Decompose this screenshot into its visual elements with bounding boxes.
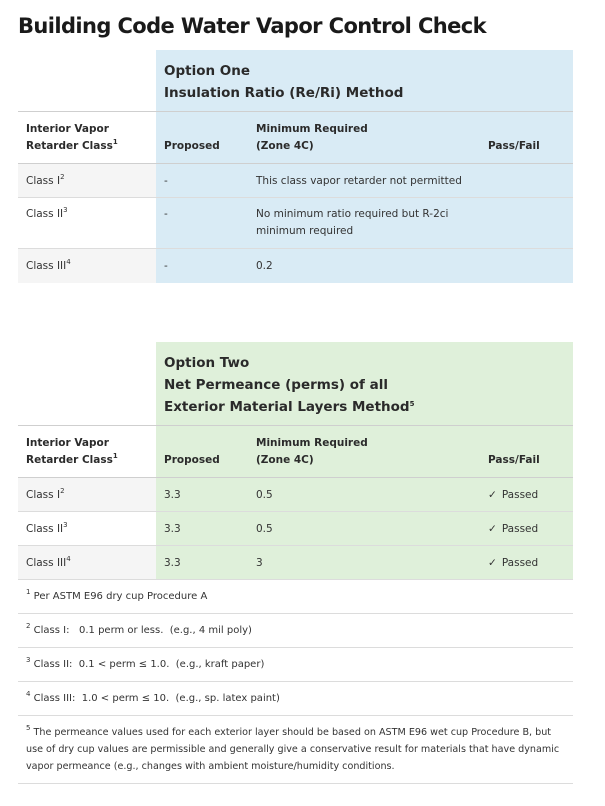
- footnote-ref: 1: [112, 138, 118, 146]
- table-row: [18, 198, 573, 249]
- row-class-label: Class $I^2$: [26, 173, 65, 187]
- option-one-heading: [156, 50, 573, 111]
- row-class-label: Class $I^2$: [26, 487, 65, 501]
- row-proposed: -: [164, 175, 168, 187]
- option-one-header-row: [18, 50, 573, 112]
- footnote-1: $^1$ Per ASTM E96 dry cup Procedure A: [18, 580, 573, 614]
- row-minimum: 0.5: [256, 523, 273, 535]
- column-header-minimum: Minimum Required (Zone 4C): [256, 437, 368, 466]
- option-one-table: [18, 50, 573, 283]
- column-header-passfail: Pass/Fail: [488, 140, 540, 152]
- table-row: [18, 512, 573, 546]
- check-icon: ✓: [488, 557, 497, 569]
- column-header-minimum: Minimum Required (Zone 4C): [256, 123, 368, 152]
- row-class-label: Class III$^4$: [26, 258, 71, 272]
- row-proposed: 3.3: [164, 557, 181, 569]
- row-minimum: 3: [256, 557, 263, 569]
- footnote-5: $^5$ The permeance values used for each exterior layer should be based on ASTM E96 wet cup Procedure B, but use of dry cup values are permissible and generally give a conservative result for materials that have dynamic vapor permeance (e.g., changes with ambient moisture/humidity conditions.: [18, 716, 573, 784]
- row-class-label: Class $II^3$: [26, 521, 68, 535]
- row-minimum: 0.5: [256, 489, 273, 501]
- column-header-class: Interior Vapor Retarder Class$^1$: [26, 123, 118, 152]
- row-result: ✓ Passed: [488, 487, 568, 504]
- row-class-label: Class $II^3$: [26, 206, 68, 220]
- row-proposed: -: [164, 208, 168, 220]
- option-one-column-header-row: [18, 112, 573, 164]
- table-row: [18, 249, 573, 283]
- row-minimum: 0.2: [256, 260, 273, 272]
- option-two-title: Option Two: [164, 355, 250, 371]
- option-two-table: [18, 342, 573, 580]
- table-row: [18, 164, 573, 198]
- table-row: [18, 478, 573, 512]
- table-row: [18, 546, 573, 580]
- option-two-header-row: [18, 342, 573, 426]
- column-header-proposed: Proposed: [164, 454, 220, 466]
- row-minimum: No minimum ratio required but R-2ci minimum required: [256, 208, 449, 237]
- page-title: Building Code Water Vapor Control Check: [18, 14, 486, 38]
- option-two-subtitle-2: Exterior Material Layers Method$^5$: [164, 399, 415, 415]
- row-result: ✓ Passed: [488, 521, 568, 538]
- column-header-proposed: Proposed: [164, 140, 220, 152]
- row-class-label: Class III$^4$: [26, 555, 71, 569]
- row-proposed: -: [164, 260, 168, 272]
- row-proposed: 3.3: [164, 489, 181, 501]
- footnote-3: $^3$ Class II: 0.1 < perm ≤ 1.0. (e.g., kraft paper): [18, 648, 573, 682]
- row-proposed: 3.3: [164, 523, 181, 535]
- check-icon: ✓: [488, 523, 497, 535]
- option-two-column-header-row: [18, 426, 573, 478]
- footnote-2: $^2$ Class I: 0.1 perm or less. (e.g., 4 mil poly): [18, 614, 573, 648]
- option-one-subtitle: Insulation Ratio (Re/Ri) Method: [164, 85, 404, 101]
- row-minimum: This class vapor retarder not permitted: [256, 175, 462, 187]
- option-one-title: Option One: [164, 63, 251, 79]
- footnote-ref: 1: [112, 452, 118, 460]
- check-icon: ✓: [488, 489, 497, 501]
- column-header-class: Interior Vapor Retarder Class$^1$: [26, 437, 118, 466]
- option-two-subtitle: Net Permeance (perms) of all: [164, 377, 388, 393]
- option-two-heading: [156, 342, 573, 425]
- row-result: ✓ Passed: [488, 555, 568, 572]
- column-header-passfail: Pass/Fail: [488, 454, 540, 466]
- footnote-4: $^4$ Class III: 1.0 < perm ≤ 10. (e.g., sp. latex paint): [18, 682, 573, 716]
